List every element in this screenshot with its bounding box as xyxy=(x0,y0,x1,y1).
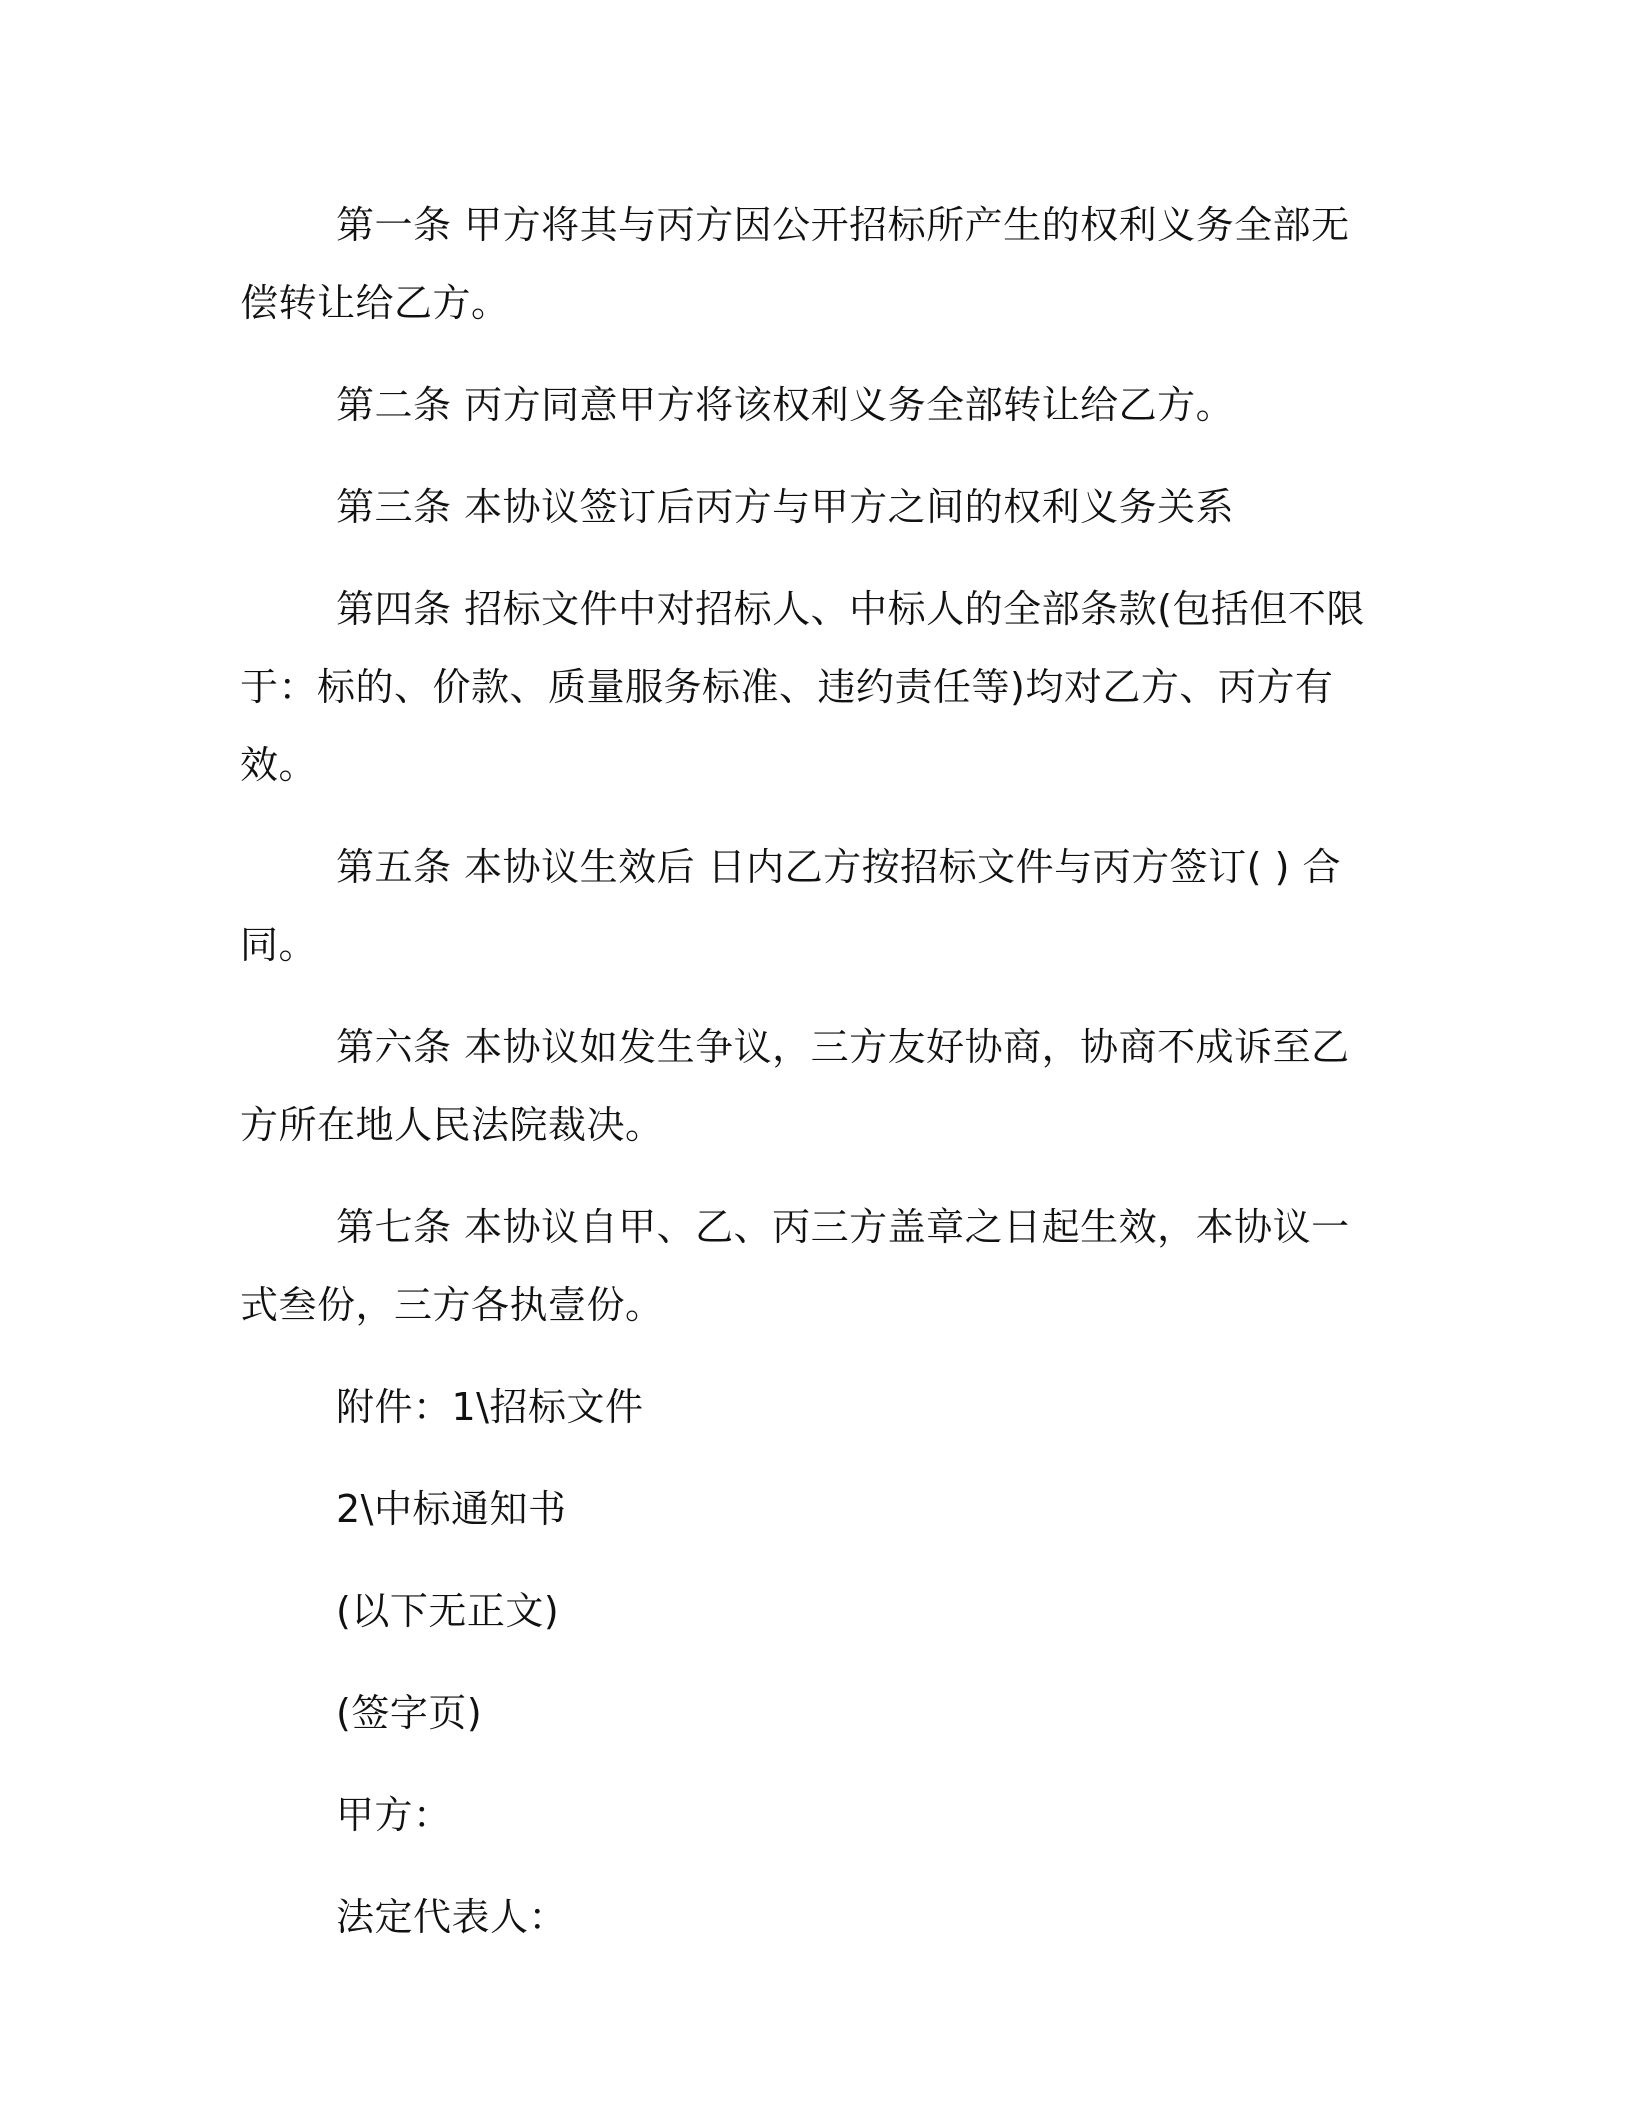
document-body xyxy=(240,186,1384,1956)
article-5-paragraph: 第五条 本协议生效后 日内乙方按招标文件与丙方签订( ) 合同。 xyxy=(240,845,1341,967)
article-2-paragraph: 第二条 丙方同意甲方将该权利义务全部转让给乙方。 xyxy=(336,383,1235,427)
attachment-1-line: 附件：1\招标文件 xyxy=(336,1385,644,1429)
signature-page-heading: (签字页) xyxy=(336,1691,483,1735)
article-4-paragraph: 第四条 招标文件中对招标人、中标人的全部条款(包括但不限于：标的、价款、质量服务标准、违约责任等)均对乙方、丙方有效。 xyxy=(240,587,1365,787)
attachment-2-line: 2\中标通知书 xyxy=(336,1487,567,1531)
party-a-label: 甲方： xyxy=(336,1793,452,1837)
no-further-text-note: (以下无正文) xyxy=(336,1589,560,1633)
article-7-paragraph: 第七条 本协议自甲、乙、丙三方盖章之日起生效，本协议一式叁份，三方各执壹份。 xyxy=(240,1205,1350,1327)
article-1-paragraph: 第一条 甲方将其与丙方因公开招标所产生的权利义务全部无偿转让给乙方。 xyxy=(240,203,1350,325)
legal-representative-label: 法定代表人： xyxy=(336,1895,568,1939)
article-3-paragraph: 第三条 本协议签订后丙方与甲方之间的权利义务关系 xyxy=(336,485,1235,529)
article-6-paragraph: 第六条 本协议如发生争议，三方友好协商，协商不成诉至乙方所在地人民法院裁决。 xyxy=(240,1025,1350,1147)
